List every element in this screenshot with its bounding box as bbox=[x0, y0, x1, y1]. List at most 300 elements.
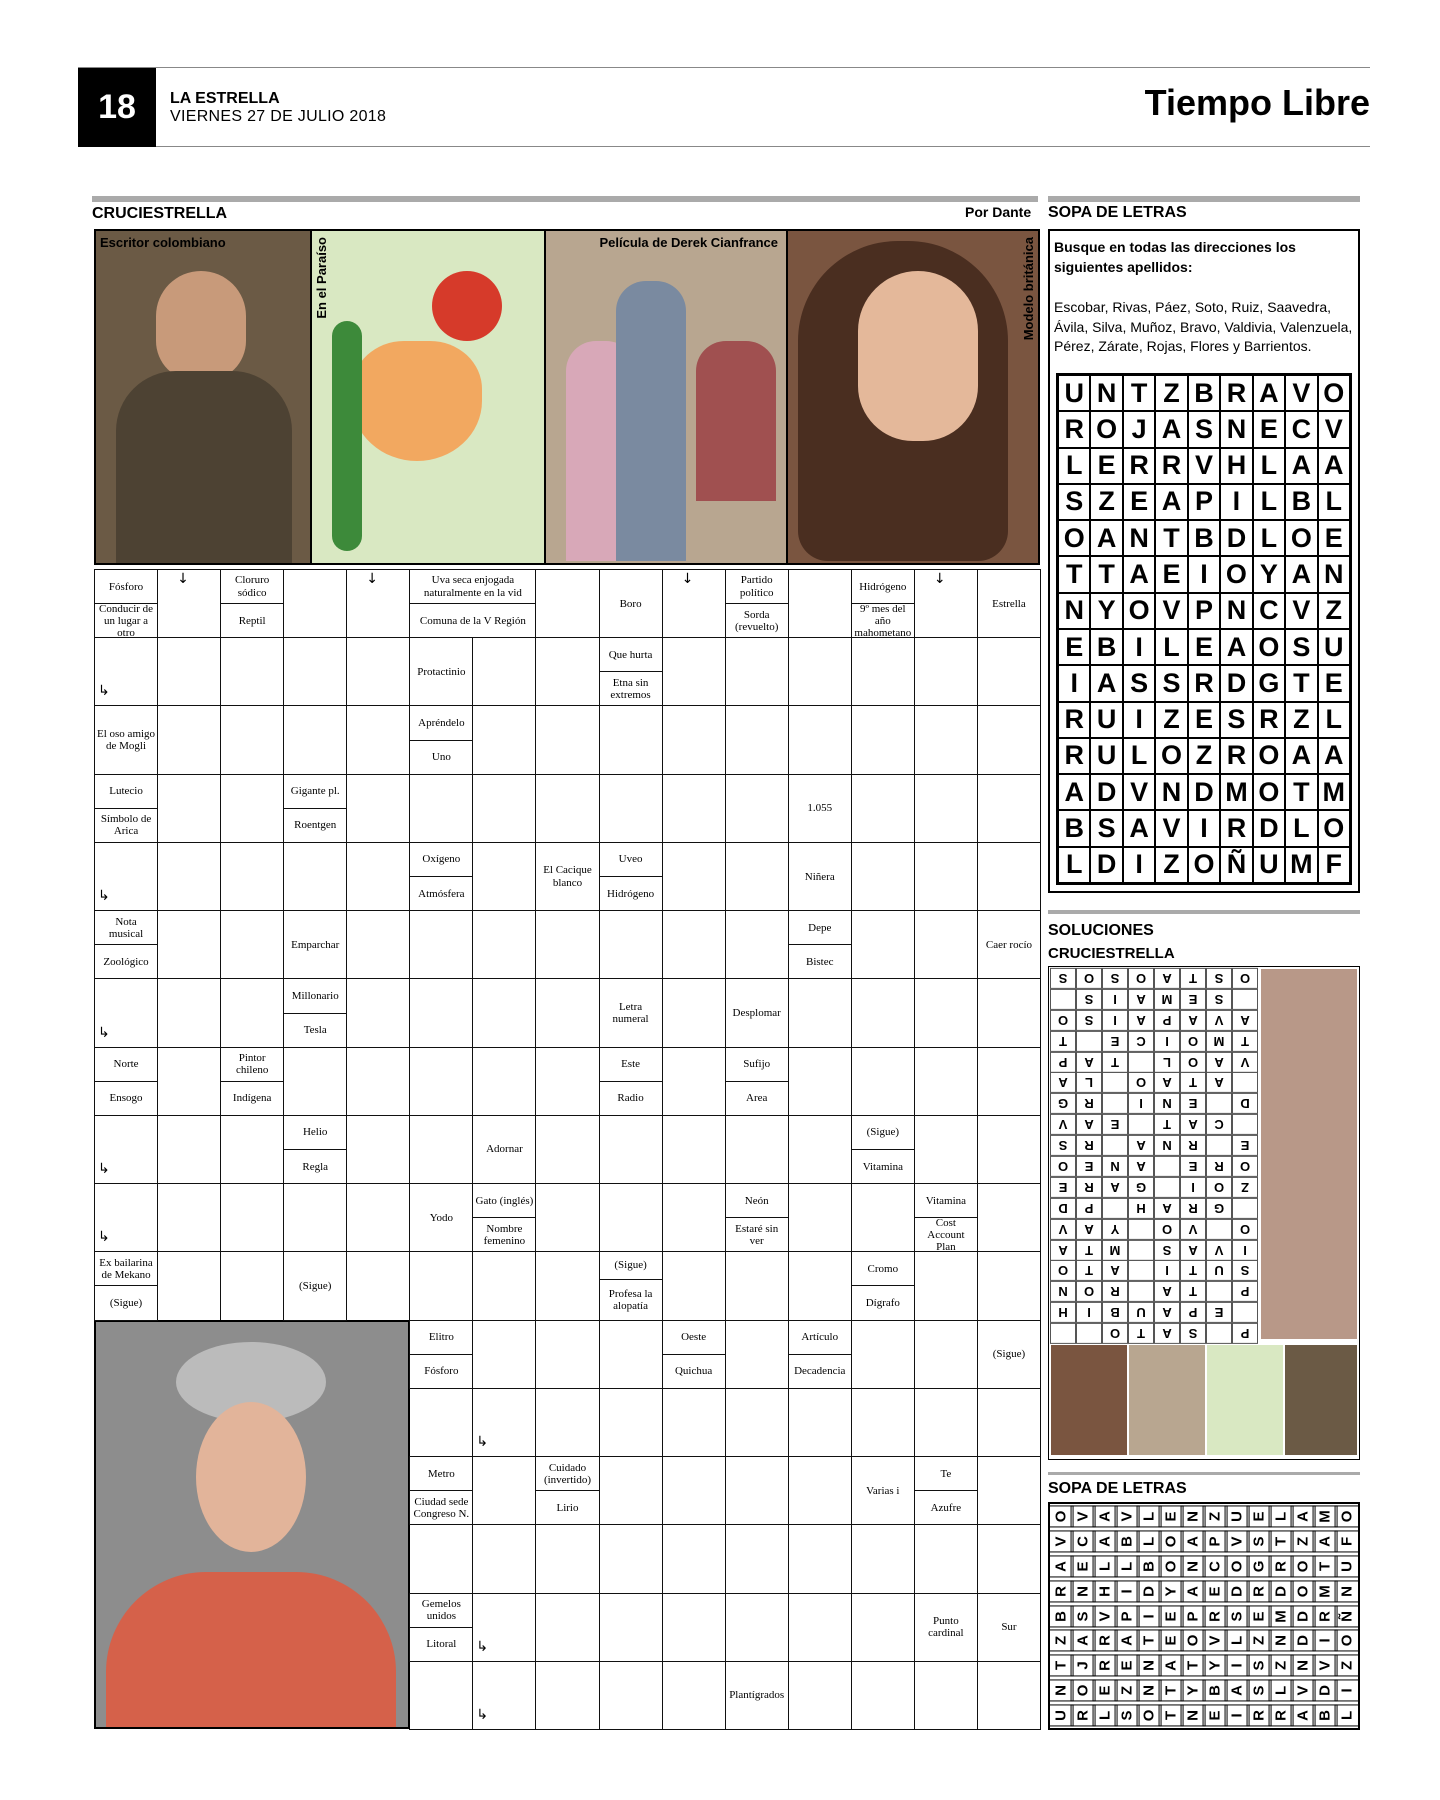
crossword-cell[interactable] bbox=[599, 1183, 663, 1252]
crossword-cell[interactable] bbox=[535, 1661, 599, 1730]
crossword-cell[interactable] bbox=[535, 1047, 599, 1116]
crossword-cell[interactable] bbox=[409, 910, 473, 979]
sopa-letter[interactable]: O bbox=[1318, 810, 1350, 846]
sopa-letter[interactable]: N bbox=[1155, 774, 1187, 810]
crossword-cell[interactable] bbox=[788, 1183, 852, 1252]
sopa-letter[interactable]: F bbox=[1318, 847, 1350, 883]
crossword-cell[interactable] bbox=[977, 1388, 1041, 1457]
crossword-cell[interactable] bbox=[662, 1661, 726, 1730]
sopa-letter[interactable]: O bbox=[1220, 556, 1252, 592]
sopa-letter[interactable]: S bbox=[1123, 665, 1155, 701]
solution-sopa-letter: A bbox=[1093, 1530, 1118, 1552]
sopa-letter[interactable]: O bbox=[1253, 738, 1285, 774]
crossword-cell[interactable] bbox=[725, 774, 789, 843]
sopa-letter[interactable]: U bbox=[1253, 847, 1285, 883]
sopa-letter[interactable]: A bbox=[1123, 556, 1155, 592]
crossword-cell[interactable] bbox=[157, 1183, 221, 1252]
crossword-cell[interactable] bbox=[914, 978, 978, 1047]
sopa-letter[interactable]: A bbox=[1090, 665, 1122, 701]
crossword-cell[interactable] bbox=[662, 842, 726, 911]
solution-sopa-letter: D bbox=[1269, 1580, 1294, 1602]
sopa-letter[interactable]: P bbox=[1188, 593, 1220, 629]
sopa-letter[interactable]: L bbox=[1318, 702, 1350, 738]
sopa-letter[interactable]: O bbox=[1090, 411, 1122, 447]
sopa-letter[interactable]: V bbox=[1318, 411, 1350, 447]
crossword-cell[interactable] bbox=[599, 1661, 663, 1730]
sopa-letter[interactable]: O bbox=[1318, 375, 1350, 411]
sopa-letter[interactable]: C bbox=[1285, 411, 1317, 447]
sopa-letter[interactable]: E bbox=[1123, 484, 1155, 520]
sopa-letter[interactable]: Ñ bbox=[1220, 847, 1252, 883]
crossword-cell[interactable] bbox=[725, 705, 789, 774]
crossword-cell[interactable] bbox=[662, 910, 726, 979]
sopa-letter[interactable]: R bbox=[1155, 448, 1187, 484]
crossword-cell[interactable] bbox=[535, 774, 599, 843]
crossword-cell[interactable] bbox=[535, 569, 599, 638]
crossword-cell[interactable] bbox=[914, 842, 978, 911]
crossword-cell[interactable] bbox=[977, 637, 1041, 706]
sopa-letter[interactable]: Z bbox=[1285, 702, 1317, 738]
crossword-cell[interactable] bbox=[283, 1047, 347, 1116]
crossword-cell[interactable] bbox=[409, 1115, 473, 1184]
crossword-cell[interactable] bbox=[914, 1115, 978, 1184]
sopa-letter[interactable]: V bbox=[1285, 375, 1317, 411]
crossword-cell[interactable] bbox=[977, 1115, 1041, 1184]
sopa-letter[interactable]: O bbox=[1253, 774, 1285, 810]
sopa-letter[interactable]: S bbox=[1188, 411, 1220, 447]
sopa-letter[interactable]: R bbox=[1058, 738, 1090, 774]
sopa-letter[interactable]: R bbox=[1220, 810, 1252, 846]
crossword-cell[interactable] bbox=[220, 910, 284, 979]
sopa-letter[interactable]: I bbox=[1220, 484, 1252, 520]
crossword-cell[interactable] bbox=[788, 1524, 852, 1593]
crossword-cell[interactable] bbox=[472, 842, 536, 911]
crossword-cell[interactable] bbox=[725, 910, 789, 979]
crossword-cell[interactable] bbox=[283, 1183, 347, 1252]
sopa-letter[interactable]: H bbox=[1220, 448, 1252, 484]
crossword-cell[interactable] bbox=[977, 1661, 1041, 1730]
crossword-cell[interactable] bbox=[472, 910, 536, 979]
crossword-cell[interactable] bbox=[662, 1388, 726, 1457]
crossword-cell[interactable] bbox=[346, 842, 410, 911]
sopa-letter[interactable]: Z bbox=[1318, 593, 1350, 629]
sopa-letter[interactable]: L bbox=[1253, 484, 1285, 520]
crossword-cell[interactable] bbox=[662, 1115, 726, 1184]
sopa-letter[interactable]: T bbox=[1285, 774, 1317, 810]
crossword-cell[interactable] bbox=[662, 1456, 726, 1525]
sopa-letter[interactable]: Z bbox=[1155, 702, 1187, 738]
crossword-cell[interactable] bbox=[220, 637, 284, 706]
sopa-letter[interactable]: L bbox=[1155, 629, 1187, 665]
sopa-letter[interactable]: I bbox=[1188, 810, 1220, 846]
crossword-cell[interactable] bbox=[851, 1388, 915, 1457]
sopa-letter[interactable]: N bbox=[1090, 375, 1122, 411]
crossword-cell[interactable] bbox=[851, 705, 915, 774]
crossword-cell[interactable] bbox=[157, 569, 221, 638]
crossword-cell[interactable] bbox=[472, 1456, 536, 1525]
crossword-cell[interactable] bbox=[851, 978, 915, 1047]
solution-letter: S bbox=[1206, 968, 1232, 989]
crossword-cell[interactable] bbox=[283, 569, 347, 638]
crossword-cell[interactable] bbox=[157, 1251, 221, 1320]
crossword-cell[interactable] bbox=[283, 705, 347, 774]
crossword-cell[interactable] bbox=[283, 637, 347, 706]
sopa-letter[interactable]: S bbox=[1220, 702, 1252, 738]
crossword-cell[interactable] bbox=[851, 1593, 915, 1662]
crossword-cell[interactable] bbox=[535, 1388, 599, 1457]
sopa-letter[interactable]: A bbox=[1090, 520, 1122, 556]
sopa-letter[interactable]: V bbox=[1188, 448, 1220, 484]
sopa-letter[interactable]: N bbox=[1220, 593, 1252, 629]
crossword-cell[interactable] bbox=[346, 1183, 410, 1252]
sopa-letter[interactable]: R bbox=[1058, 411, 1090, 447]
crossword-cell[interactable] bbox=[157, 978, 221, 1047]
crossword-cell[interactable] bbox=[725, 842, 789, 911]
crossword-cell[interactable] bbox=[472, 978, 536, 1047]
sopa-letter[interactable]: V bbox=[1285, 593, 1317, 629]
crossword-cell[interactable] bbox=[220, 1115, 284, 1184]
sopa-letter[interactable]: A bbox=[1123, 810, 1155, 846]
crossword-cell[interactable] bbox=[409, 978, 473, 1047]
crossword-cell[interactable] bbox=[157, 842, 221, 911]
sopa-letter[interactable]: S bbox=[1155, 665, 1187, 701]
crossword-cell[interactable] bbox=[409, 1388, 473, 1457]
sopa-letter[interactable]: L bbox=[1123, 738, 1155, 774]
crossword-cell[interactable] bbox=[409, 774, 473, 843]
crossword-cell[interactable] bbox=[157, 1115, 221, 1184]
crossword-cell[interactable] bbox=[977, 705, 1041, 774]
sopa-letter[interactable]: C bbox=[1253, 593, 1285, 629]
sopa-letter[interactable]: Y bbox=[1090, 593, 1122, 629]
crossword-cell[interactable] bbox=[977, 774, 1041, 843]
crossword-cell[interactable] bbox=[409, 1047, 473, 1116]
crossword-cell[interactable] bbox=[346, 978, 410, 1047]
crossword-cell[interactable] bbox=[851, 1320, 915, 1389]
crossword-cell[interactable] bbox=[535, 1251, 599, 1320]
crossword-cell[interactable] bbox=[472, 1251, 536, 1320]
crossword-cell[interactable] bbox=[725, 637, 789, 706]
crossword-cell[interactable] bbox=[725, 1456, 789, 1525]
crossword-cell[interactable] bbox=[914, 705, 978, 774]
sopa-letter[interactable]: E bbox=[1253, 411, 1285, 447]
sopa-letter[interactable]: U bbox=[1318, 629, 1350, 665]
sopa-letter[interactable]: Z bbox=[1090, 484, 1122, 520]
sopa-letter[interactable]: M bbox=[1318, 774, 1350, 810]
sopa-letter[interactable]: D bbox=[1220, 665, 1252, 701]
sopa-letter[interactable]: U bbox=[1058, 375, 1090, 411]
crossword-cell[interactable] bbox=[472, 705, 536, 774]
sopa-letter[interactable]: O bbox=[1155, 738, 1187, 774]
crossword-cell[interactable] bbox=[346, 1115, 410, 1184]
crossword-cell[interactable] bbox=[788, 1251, 852, 1320]
crossword-cell[interactable] bbox=[662, 978, 726, 1047]
sopa-letter[interactable]: N bbox=[1220, 411, 1252, 447]
sopa-letter[interactable]: U bbox=[1090, 738, 1122, 774]
crossword-cell[interactable] bbox=[409, 1661, 473, 1730]
crossword-cell[interactable] bbox=[914, 637, 978, 706]
crossword-cell[interactable] bbox=[851, 910, 915, 979]
sopa-letter[interactable]: T bbox=[1090, 556, 1122, 592]
crossword-cell[interactable] bbox=[662, 1593, 726, 1662]
sopa-letter[interactable]: E bbox=[1318, 665, 1350, 701]
crossword-clue: Varias i bbox=[851, 1456, 915, 1525]
crossword-cell[interactable] bbox=[977, 1251, 1041, 1320]
crossword-cell[interactable] bbox=[914, 1524, 978, 1593]
crossword-cell[interactable] bbox=[914, 1388, 978, 1457]
crossword-cell[interactable] bbox=[914, 1047, 978, 1116]
sopa-letter[interactable]: O bbox=[1058, 520, 1090, 556]
crossword-cell[interactable] bbox=[472, 1524, 536, 1593]
crossword-cell[interactable] bbox=[662, 705, 726, 774]
sopa-letter[interactable]: R bbox=[1188, 665, 1220, 701]
crossword-cell[interactable] bbox=[914, 774, 978, 843]
sopa-letter[interactable]: I bbox=[1058, 665, 1090, 701]
sopa-letter[interactable]: Y bbox=[1253, 556, 1285, 592]
crossword-cell[interactable] bbox=[977, 1524, 1041, 1593]
solution-letter: T bbox=[1154, 1114, 1180, 1135]
sopa-letter[interactable]: A bbox=[1318, 738, 1350, 774]
sopa-letter[interactable]: E bbox=[1058, 629, 1090, 665]
crossword-cell[interactable] bbox=[599, 1524, 663, 1593]
crossword-cell[interactable] bbox=[346, 569, 410, 638]
crossword-cell[interactable] bbox=[851, 1661, 915, 1730]
crossword-cell[interactable] bbox=[662, 1251, 726, 1320]
sopa-letter[interactable]: E bbox=[1090, 448, 1122, 484]
crossword-cell[interactable] bbox=[662, 1047, 726, 1116]
sopa-letter[interactable]: I bbox=[1123, 629, 1155, 665]
crossword-cell[interactable] bbox=[851, 1047, 915, 1116]
crossword-cell[interactable] bbox=[535, 637, 599, 706]
crossword-cell[interactable] bbox=[725, 1593, 789, 1662]
crossword-cell[interactable] bbox=[535, 1593, 599, 1662]
sopa-letter[interactable]: O bbox=[1285, 520, 1317, 556]
crossword-cell[interactable] bbox=[599, 1115, 663, 1184]
sopa-letter[interactable]: D bbox=[1220, 520, 1252, 556]
sopa-letter[interactable]: T bbox=[1123, 375, 1155, 411]
crossword-cell[interactable] bbox=[157, 637, 221, 706]
crossword-cell[interactable] bbox=[977, 1183, 1041, 1252]
crossword-cell[interactable] bbox=[346, 705, 410, 774]
sopa-letter[interactable]: A bbox=[1285, 556, 1317, 592]
sopa-letter[interactable]: T bbox=[1155, 520, 1187, 556]
sopa-letter[interactable]: D bbox=[1188, 774, 1220, 810]
crossword-cell[interactable] bbox=[977, 842, 1041, 911]
crossword-cell[interactable] bbox=[788, 1593, 852, 1662]
crossword-cell[interactable] bbox=[599, 1320, 663, 1389]
crossword-cell[interactable] bbox=[788, 1388, 852, 1457]
solution-letter: H bbox=[1050, 1302, 1076, 1323]
crossword-cell[interactable] bbox=[346, 1047, 410, 1116]
sopa-letter[interactable]: O bbox=[1188, 847, 1220, 883]
sopa-letter[interactable]: D bbox=[1090, 774, 1122, 810]
crossword-cell[interactable] bbox=[535, 1183, 599, 1252]
crossword-cell[interactable] bbox=[725, 1388, 789, 1457]
crossword-cell[interactable] bbox=[851, 637, 915, 706]
sopa-letter[interactable]: E bbox=[1188, 629, 1220, 665]
sopa-letter[interactable]: L bbox=[1058, 847, 1090, 883]
crossword-cell[interactable] bbox=[851, 1524, 915, 1593]
crossword-cell[interactable] bbox=[914, 1251, 978, 1320]
crossword-cell[interactable] bbox=[662, 774, 726, 843]
crossword-cell[interactable] bbox=[662, 1524, 726, 1593]
sopa-letter[interactable]: E bbox=[1155, 556, 1187, 592]
crossword-cell[interactable] bbox=[599, 1388, 663, 1457]
crossword-cell[interactable] bbox=[157, 1047, 221, 1116]
sopa-letter[interactable]: L bbox=[1285, 810, 1317, 846]
crossword-cell[interactable] bbox=[346, 774, 410, 843]
sopa-letter[interactable]: S bbox=[1090, 810, 1122, 846]
crossword-cell[interactable] bbox=[662, 1183, 726, 1252]
sopa-letter[interactable]: B bbox=[1188, 520, 1220, 556]
sopa-letter[interactable]: B bbox=[1188, 375, 1220, 411]
crossword-cell[interactable] bbox=[346, 1251, 410, 1320]
crossword-cell[interactable] bbox=[220, 1183, 284, 1252]
sopa-letter[interactable]: Z bbox=[1188, 738, 1220, 774]
sopa-letter[interactable]: O bbox=[1123, 593, 1155, 629]
sopa-letter[interactable]: P bbox=[1188, 484, 1220, 520]
crossword-cell[interactable] bbox=[914, 1320, 978, 1389]
crossword-cell[interactable] bbox=[788, 569, 852, 638]
sopa-letter[interactable]: A bbox=[1253, 375, 1285, 411]
crossword-cell[interactable] bbox=[788, 637, 852, 706]
crossword-cell[interactable] bbox=[220, 774, 284, 843]
sopa-letter[interactable]: M bbox=[1220, 774, 1252, 810]
sopa-letter[interactable]: A bbox=[1285, 448, 1317, 484]
crossword-cell[interactable] bbox=[599, 910, 663, 979]
crossword-cell[interactable] bbox=[472, 1047, 536, 1116]
sopa-letter[interactable]: R bbox=[1058, 702, 1090, 738]
crossword-cell[interactable] bbox=[725, 1251, 789, 1320]
crossword-cell[interactable] bbox=[157, 774, 221, 843]
sopa-letter[interactable]: L bbox=[1318, 484, 1350, 520]
crossword-cell[interactable] bbox=[725, 1320, 789, 1389]
sopa-letter[interactable]: Z bbox=[1155, 847, 1187, 883]
crossword-cell[interactable] bbox=[599, 1456, 663, 1525]
crossword-cell[interactable] bbox=[977, 1047, 1041, 1116]
sopa-letter[interactable]: R bbox=[1123, 448, 1155, 484]
crossword-clue: Símbolo de Arica bbox=[94, 808, 158, 843]
sopa-letter[interactable]: S bbox=[1285, 629, 1317, 665]
sopa-letter[interactable]: J bbox=[1123, 411, 1155, 447]
sopa-letter[interactable]: O bbox=[1253, 629, 1285, 665]
crossword-cell[interactable] bbox=[409, 1524, 473, 1593]
crossword-cell[interactable] bbox=[535, 705, 599, 774]
crossword-cell[interactable] bbox=[851, 774, 915, 843]
sopa-letter[interactable]: B bbox=[1285, 484, 1317, 520]
crossword-cell[interactable] bbox=[725, 1115, 789, 1184]
crossword-cell[interactable] bbox=[851, 1183, 915, 1252]
crossword-cell[interactable] bbox=[914, 1661, 978, 1730]
sopa-letter[interactable]: E bbox=[1188, 702, 1220, 738]
crossword-cell[interactable] bbox=[788, 1047, 852, 1116]
crossword-cell[interactable] bbox=[409, 1251, 473, 1320]
sopa-letter[interactable]: I bbox=[1123, 847, 1155, 883]
sopa-letter[interactable]: Z bbox=[1155, 375, 1187, 411]
sopa-letter[interactable]: A bbox=[1220, 629, 1252, 665]
sopa-letter[interactable]: B bbox=[1058, 810, 1090, 846]
sopa-letter[interactable]: V bbox=[1155, 593, 1187, 629]
crossword-cell[interactable] bbox=[535, 1115, 599, 1184]
crossword-cell[interactable] bbox=[472, 1320, 536, 1389]
sopa-letter[interactable]: T bbox=[1058, 556, 1090, 592]
crossword-cell[interactable] bbox=[662, 569, 726, 638]
sopa-letter[interactable]: A bbox=[1318, 448, 1350, 484]
sopa-letter[interactable]: R bbox=[1220, 375, 1252, 411]
sopa-letter[interactable]: G bbox=[1253, 665, 1285, 701]
sopa-letter[interactable]: A bbox=[1058, 774, 1090, 810]
sopa-letter[interactable]: L bbox=[1058, 448, 1090, 484]
crossword-cell[interactable] bbox=[346, 637, 410, 706]
sopa-letter[interactable]: U bbox=[1090, 702, 1122, 738]
sopa-letter[interactable]: S bbox=[1058, 484, 1090, 520]
crossword-cell[interactable] bbox=[535, 1524, 599, 1593]
sopa-letter[interactable]: V bbox=[1155, 810, 1187, 846]
crossword-cell[interactable] bbox=[914, 569, 978, 638]
crossword-cell[interactable] bbox=[535, 978, 599, 1047]
sopa-letter[interactable]: A bbox=[1285, 738, 1317, 774]
crossword-cell[interactable] bbox=[599, 1593, 663, 1662]
crossword-cell[interactable] bbox=[220, 842, 284, 911]
sopa-letter[interactable]: V bbox=[1123, 774, 1155, 810]
crossword-cell[interactable] bbox=[914, 910, 978, 979]
crossword-cell[interactable] bbox=[157, 910, 221, 979]
sopa-letter[interactable]: N bbox=[1123, 520, 1155, 556]
crossword-cell[interactable] bbox=[788, 705, 852, 774]
crossword-cell[interactable] bbox=[977, 978, 1041, 1047]
crossword-cell[interactable] bbox=[220, 978, 284, 1047]
sopa-letter[interactable]: I bbox=[1123, 702, 1155, 738]
sopa-letter[interactable]: R bbox=[1220, 738, 1252, 774]
sopa-letter[interactable]: L bbox=[1253, 448, 1285, 484]
sopa-letter[interactable]: B bbox=[1090, 629, 1122, 665]
sopa-letter[interactable]: D bbox=[1090, 847, 1122, 883]
crossword-cell[interactable] bbox=[599, 705, 663, 774]
sopa-letter[interactable]: D bbox=[1253, 810, 1285, 846]
crossword-cell[interactable] bbox=[851, 842, 915, 911]
crossword-cell[interactable] bbox=[977, 1456, 1041, 1525]
sopa-letter[interactable]: T bbox=[1285, 665, 1317, 701]
crossword-cell[interactable] bbox=[788, 1115, 852, 1184]
crossword-cell[interactable] bbox=[662, 637, 726, 706]
crossword-cell[interactable] bbox=[788, 1456, 852, 1525]
sopa-letter[interactable]: I bbox=[1188, 556, 1220, 592]
crossword-cell[interactable] bbox=[220, 705, 284, 774]
sopa-letter[interactable]: R bbox=[1253, 702, 1285, 738]
sopa-letter[interactable]: N bbox=[1058, 593, 1090, 629]
crossword-cell[interactable] bbox=[599, 774, 663, 843]
sopa-letter[interactable]: N bbox=[1318, 556, 1350, 592]
sopa-letter[interactable]: A bbox=[1155, 484, 1187, 520]
sopa-letter[interactable]: E bbox=[1318, 520, 1350, 556]
solution-sopa-letter: L bbox=[1269, 1505, 1294, 1527]
solution-letter: E bbox=[1180, 1156, 1206, 1177]
crossword-cell[interactable] bbox=[788, 1661, 852, 1730]
crossword-cell[interactable] bbox=[472, 774, 536, 843]
crossword-cell[interactable] bbox=[283, 842, 347, 911]
crossword-cell[interactable] bbox=[346, 910, 410, 979]
crossword-cell[interactable] bbox=[725, 1524, 789, 1593]
crossword-cell[interactable] bbox=[535, 910, 599, 979]
solution-sopa-letter: L bbox=[1269, 1680, 1294, 1702]
crossword-cell[interactable] bbox=[220, 1251, 284, 1320]
sopa-letter[interactable]: A bbox=[1155, 411, 1187, 447]
crossword-cell[interactable] bbox=[157, 705, 221, 774]
sopa-letter[interactable]: L bbox=[1253, 520, 1285, 556]
crossword-cell[interactable] bbox=[535, 1320, 599, 1389]
crossword-cell[interactable] bbox=[788, 978, 852, 1047]
crossword-cell[interactable] bbox=[472, 637, 536, 706]
sopa-letter[interactable]: M bbox=[1285, 847, 1317, 883]
